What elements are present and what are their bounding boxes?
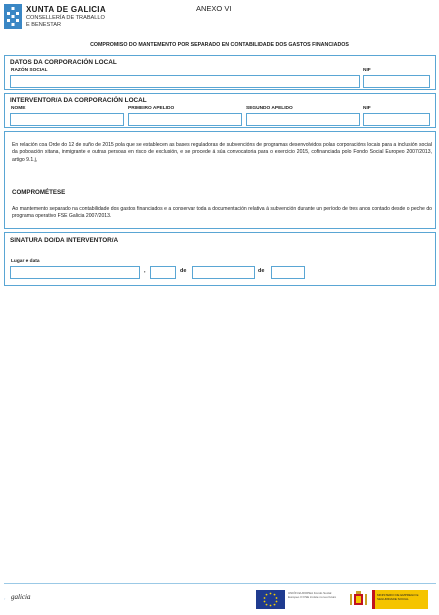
auditor-nif-input[interactable] xyxy=(363,113,430,126)
corporation-name-input[interactable] xyxy=(10,75,360,88)
logo-title: XUNTA DE GALICIA xyxy=(26,5,106,14)
ministry-badge xyxy=(372,590,428,609)
place-input[interactable] xyxy=(10,266,140,279)
logo-subtitle-2: E BENESTAR xyxy=(26,22,62,28)
place-date-label: Lugar e data xyxy=(11,259,40,264)
year-input[interactable] xyxy=(271,266,305,279)
statement-section xyxy=(4,131,436,229)
de-separator-1: de xyxy=(180,268,187,274)
logo-subtitle-1: CONSELLERÍA DE TRABALLO xyxy=(26,15,105,21)
xunta-logo xyxy=(4,4,144,32)
spain-emblem-icon xyxy=(345,590,372,609)
ministry-red-stripe xyxy=(372,590,375,609)
auditor-surname2-input[interactable] xyxy=(246,113,360,126)
comma-separator: , xyxy=(144,268,146,274)
eu-flag-icon xyxy=(256,590,285,609)
annex-label: ANEXO VI xyxy=(196,4,232,13)
signature-section-title: SINATURA DO/DA INTERVENTOR/A xyxy=(10,237,119,244)
auditor-section xyxy=(4,93,436,128)
eu-caption: UNIÓN EUROPEA Fondo Social Europeo O FSE inviste no teu futuro xyxy=(288,591,337,599)
auditor-nif-label: NIF xyxy=(363,106,371,111)
footer-divider xyxy=(4,583,436,584)
xunta-shield-icon xyxy=(4,4,22,29)
auditor-name-input[interactable] xyxy=(10,113,124,126)
corporation-name-label: RAZÓN SOCIAL xyxy=(11,68,48,73)
commitment-text: Ao mantemento separado na contabilidade dos gastos financiados e a conservar toda a documentación relativa á subvención durante un período de tres anos contado desde o peche do programa operativo FSE Galicia 2007/2013. xyxy=(12,206,432,220)
day-input[interactable] xyxy=(150,266,176,279)
corporation-section-title: DATOS DA CORPORACIÓN LOCAL xyxy=(10,59,117,66)
corporation-nif-label: NIF xyxy=(363,68,371,73)
auditor-name-label: NOME xyxy=(11,106,26,111)
signature-section xyxy=(4,232,436,286)
month-input[interactable] xyxy=(192,266,255,279)
corporation-section xyxy=(4,55,436,90)
auditor-surname2-label: SEGUNDO APELIDO xyxy=(246,106,293,111)
auditor-surname1-label: PRIMEIRO APELIDO xyxy=(128,106,175,111)
commitment-heading: COMPROMÉTESE xyxy=(12,189,66,196)
de-separator-2: de xyxy=(258,268,265,274)
auditor-section-title: INTERVENTOR/A DA CORPORACIÓN LOCAL xyxy=(10,97,147,104)
document-title: COMPROMISO DO MANTEMENTO POR SEPARADO EN CONTABILIDADE DOS GASTOS FINANCIADOS xyxy=(90,42,349,48)
auditor-surname1-input[interactable] xyxy=(128,113,242,126)
statement-intro-text: En relación coa Orde do 12 de xuño de 2015 pola que se establecen as bases reguladoras de subvencións de programas desenvolvidos polas corporacións locais para a inclusión social da poboación xitana, inmigrante e outras persoas en risco de exclusión, e se procede á súa convocatoria para o exercicio 2015, cofinanciada polo Fondo Social Europeo 2007/2013, artigo 9.1.j, xyxy=(12,142,432,163)
corporation-nif-input[interactable] xyxy=(363,75,430,88)
galicia-wordmark: galicia xyxy=(11,593,31,601)
ministry-caption: MINISTERIO DE EMPREGO E SEGURIDADE SOCIAL xyxy=(377,593,419,601)
